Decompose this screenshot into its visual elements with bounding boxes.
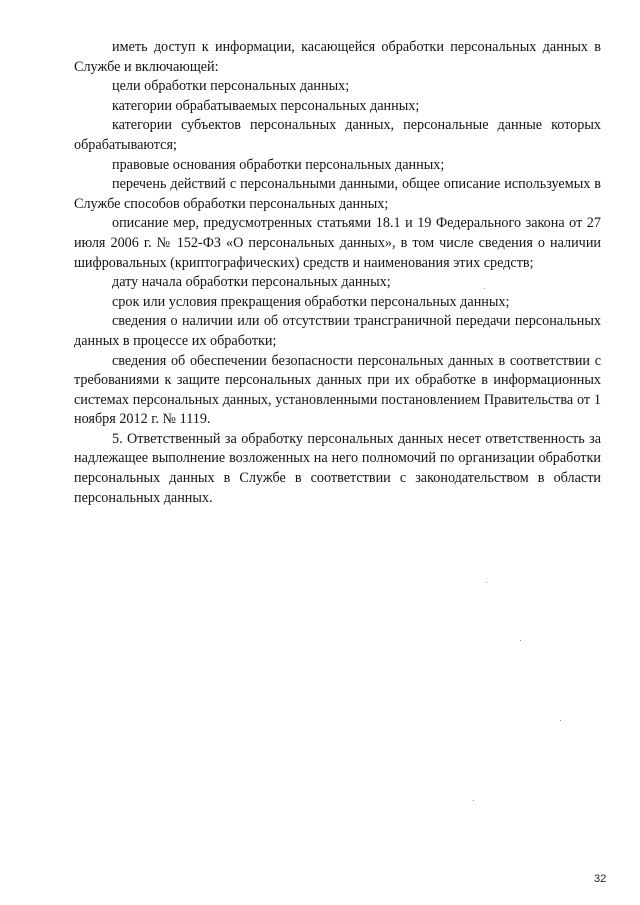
scan-speck — [560, 720, 561, 721]
paragraph-data-categories: категории обрабатываемых персональных данных; — [112, 97, 420, 114]
scan-speck — [484, 288, 485, 289]
paragraph-start-date: дату начала обработки персональных данных; — [112, 274, 391, 291]
paragraph-responsibility-clause: 5. Ответственный за обработку персональных данных несет ответственность за надлежащее выполнение возложенных на него полномочий по организации обработки персональных данных в Службе в соответствии с законодательством в области персональных данных. — [74, 430, 601, 506]
paragraph-security-assurance: сведения об обеспечении безопасности персональных данных в соответствии с требованиями к защите персональных данных при их обработке в информационных системах персональных данных, установленными постановлением Правительства от 1 ноября 2012 г. № 1119. — [74, 352, 601, 428]
paragraph-measures-description: описание мер, предусмотренных статьями 18.1 и 19 Федерального закона от 27 июля 2006 г. № 152-ФЗ «О персональных данных», в том числе сведения о наличии шифровальных (криптографических) средств и наименования этих средств; — [74, 215, 601, 271]
scan-speck — [473, 800, 474, 801]
paragraph-legal-basis: правовые основания обработки персональных данных; — [112, 156, 445, 173]
paragraph-termination-terms: срок или условия прекращения обработки персональных данных; — [112, 293, 510, 310]
page-number: 32 — [594, 873, 607, 885]
paragraph-actions-list: перечень действий с персональными данными, общее описание используемых в Службе способов обработки персональных данных; — [74, 176, 601, 212]
scan-speck — [520, 640, 521, 641]
paragraph-access-to-information: иметь доступ к информации, касающейся обработки персональных данных в Службе и включающей: — [74, 39, 601, 75]
document-body — [74, 38, 601, 508]
paragraph-processing-purposes: цели обработки персональных данных; — [112, 78, 350, 95]
paragraph-cross-border-transfer: сведения о наличии или об отсутствии трансграничной передачи персональных данных в процессе их обработки; — [74, 313, 601, 349]
paragraph-subject-categories: категории субъектов персональных данных, персональные данные которых обрабатываются; — [74, 117, 601, 153]
scan-speck — [486, 582, 487, 583]
